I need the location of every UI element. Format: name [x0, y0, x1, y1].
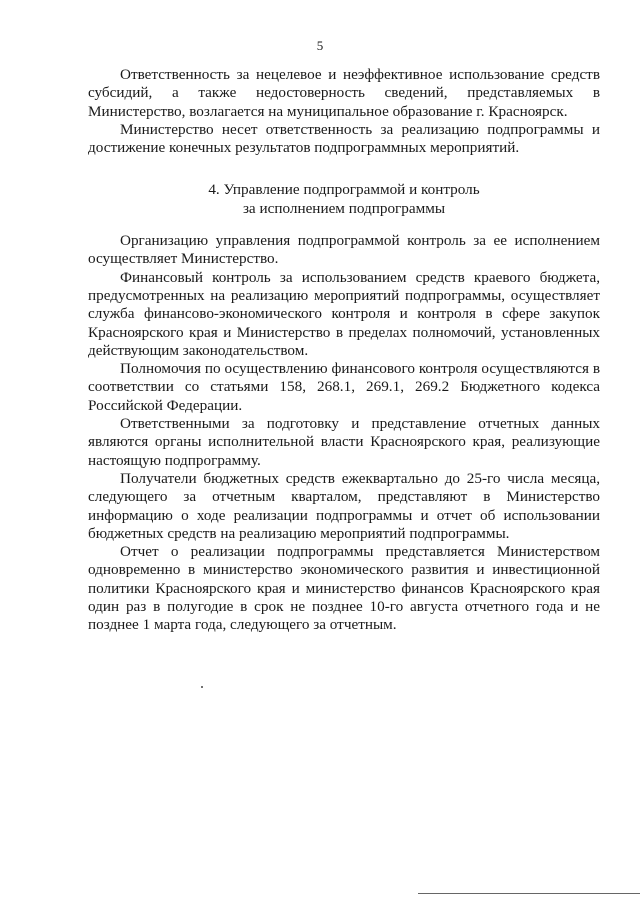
paragraph-semiannual-report: Отчет о реализации подпрограммы представляется Министерством одновременно в министерство экономического развития и инвестиционной политики Красноярского края и министерство финансов Красноярского края один раз в полугодие в срок не позднее 10-го августа отчетного года и не позднее 1 марта года, следующего за отчетным. [88, 543, 600, 634]
footer-rule [418, 893, 640, 894]
paragraph-control-authority: Полномочия по осуществлению финансового контроля осуществляются в соответствии со статьями 158, 268.1, 269.1, 269.2 Бюджетного кодекса Российской Федерации. [88, 360, 600, 414]
scan-speck [201, 686, 203, 688]
paragraph-management-organization: Организацию управления подпрограммой контроль за ее исполнением осуществляет Министерство. [88, 232, 600, 268]
paragraph-responsibility-misuse: Ответственность за нецелевое и неэффективное использование средств субсидий, а также недостоверность сведений, представляемых в Министерство, возлагается на муниципальное образование г. Красноярск. [88, 66, 600, 120]
paragraph-reporting-responsible: Ответственными за подготовку и представление отчетных данных являются органы исполнительной власти Красноярского края, реализующие настоящую подпрограмму. [88, 415, 600, 469]
section-heading [88, 181, 600, 218]
section-heading-line-1: 4. Управление подпрограммой и контроль [208, 181, 480, 199]
paragraph-quarterly-reporting: Получатели бюджетных средств ежеквартально до 25-го числа месяца, следующего за отчетным кварталом, представляют в Министерство информацию о ходе реализации подпрограммы и отчет об использовании бюджетных средств на реализацию мероприятий подпрограммы. [88, 469, 600, 542]
page-number: 5 [316, 38, 324, 53]
section-heading-line-2: за исполнением подпрограммы [242, 199, 446, 217]
paragraph-financial-control: Финансовый контроль за использованием средств краевого бюджета, предусмотренных на реализацию мероприятий подпрограммы, осуществляет служба финансово-экономического контроля и контроля в сфере закупок Красноярского края и Министерство в пределах полномочий, установленных действующим законодательством. [88, 268, 600, 359]
paragraph-ministry-responsibility: Министерство несет ответственность за реализацию подпрограммы и достижение конечных результатов подпрограммных мероприятий. [88, 120, 600, 157]
document-body [88, 66, 600, 635]
